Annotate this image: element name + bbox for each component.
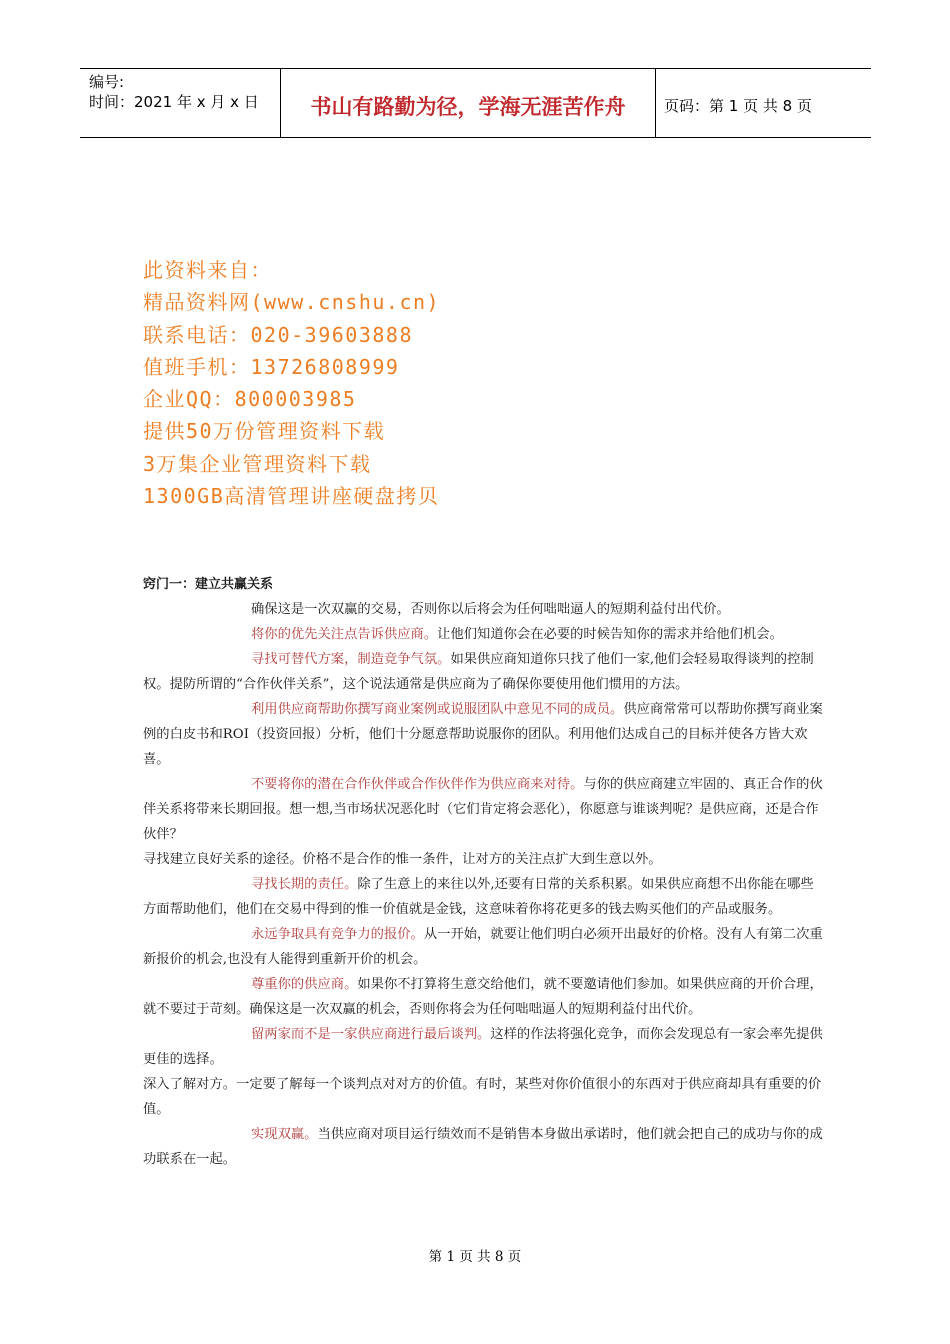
paragraph-list	[143, 597, 823, 1172]
paragraph-highlight: 实现双赢。	[251, 1127, 318, 1142]
paragraph	[143, 772, 823, 847]
promo-line: 企业QQ：800003985	[143, 387, 357, 412]
paragraph-highlight: 不要将你的潜在合作伙伴或合作伙伴作为供应商来对待。	[251, 777, 584, 792]
paragraph	[143, 872, 823, 922]
paragraph	[143, 622, 823, 647]
paragraph-text: 从一开始，就要让他们明白必须开出最好的价格。没有人有第二次重新报价的机会,也没有人能得到重新开价的机会。	[143, 927, 823, 967]
paragraph-text: 寻找建立良好关系的途径。价格不是合作的惟一条件，让对方的关注点扩大到生意以外。	[143, 852, 662, 867]
promo-line: 3万集企业管理资料下载	[143, 451, 372, 476]
paragraph-text: 供应商常常可以帮助你撰写商业案例的白皮书和ROI（投资回报）分析，他们十分愿意帮助说服你的团队。利用他们达成自己的目标并使各方皆大欢喜。	[143, 702, 823, 767]
paragraph	[143, 1072, 823, 1122]
paragraph-text: 与你的供应商建立牢固的、真正合作的伙伴关系将带来长期回报。想一想,当市场状况恶化时（它们肯定将会恶化），你愿意与谁谈判呢？是供应商，还是合作伙伴？	[143, 777, 823, 842]
promo-line: 精品资料网(www.cnshu.cn)	[143, 290, 441, 315]
header-page-cell	[656, 69, 871, 137]
paragraph	[143, 972, 823, 1022]
promo-line: 此资料来自：	[143, 258, 272, 282]
page-counter: 页码：第 1 页 共 8 页	[664, 97, 812, 115]
paragraph	[143, 597, 823, 622]
promo-line: 1300GB高清管理讲座硬盘拷贝	[143, 484, 440, 509]
document-date: 时间：2021 年 x 月 x 日	[89, 93, 259, 111]
paragraph-highlight: 尊重你的供应商。	[251, 977, 358, 992]
paragraph	[143, 647, 823, 697]
document-body	[143, 572, 823, 1172]
paragraph-highlight: 将你的优先关注点告诉供应商。	[251, 627, 438, 642]
paragraph-text: 确保这是一次双赢的交易，否则你以后将会为任何咄咄逼人的短期利益付出代价。	[251, 602, 730, 617]
page-footer: 第 1 页 共 8 页	[428, 1249, 522, 1265]
paragraph-highlight: 留两家而不是一家供应商进行最后谈判。	[251, 1027, 491, 1042]
motto: 书山有路勤为径，学海无涯苦作舟	[310, 95, 626, 119]
paragraph	[143, 922, 823, 972]
document-number: 编号:	[89, 73, 125, 91]
paragraph-text: 如果你不打算将生意交给他们，就不要邀请他们参加。如果供应商的开价合理，就不要过于苛刻。确保这是一次双赢的机会，否则你将会为任何咄咄逼人的短期利益付出代价。	[143, 977, 823, 1017]
paragraph	[143, 697, 823, 772]
paragraph	[143, 1022, 823, 1072]
paragraph	[143, 847, 823, 872]
header-motto-cell	[281, 69, 656, 137]
paragraph-highlight: 利用供应商帮助你撰写商业案例或说服团队中意见不同的成员。	[251, 702, 624, 717]
paragraph-text: 深入了解对方。一定要了解每一个谈判点对对方的价值。有时，某些对你价值很小的东西对于供应商却具有重要的价值。	[143, 1077, 822, 1117]
section-title: 窍门一：建立共赢关系	[143, 577, 274, 592]
paragraph-text: 让他们知道你会在必要的时候告知你的需求并给他们机会。	[437, 627, 783, 642]
paragraph-text: 这样的作法将强化竞争，而你会发现总有一家会率先提供更佳的选择。	[143, 1027, 823, 1067]
header-table	[80, 68, 871, 138]
paragraph-highlight: 寻找可替代方案，制造竞争气氛。	[251, 652, 451, 667]
promo-line: 提供50万份管理资料下载	[143, 419, 386, 444]
promo-line: 值班手机：13726808999	[143, 354, 400, 379]
header-meta-cell	[80, 69, 281, 137]
paragraph	[143, 1122, 823, 1172]
promo-block	[143, 254, 440, 512]
promo-line: 联系电话：020-39603888	[143, 322, 413, 347]
paragraph-text: 除了生意上的来往以外,还要有日常的关系积累。如果供应商想不出你能在哪些方面帮助他们，他们在交易中得到的惟一价值就是金钱，这意味着你将花更多的钱去购买他们的产品或服务。	[143, 877, 814, 917]
paragraph-text: 如果供应商知道你只找了他们一家,他们会轻易取得谈判的控制权。提防所谓的“合作伙伴关系”，这个说法通常是供应商为了确保你要使用他们惯用的方法。	[143, 652, 814, 692]
paragraph-highlight: 永远争取具有竞争力的报价。	[251, 927, 424, 942]
paragraph-highlight: 寻找长期的责任。	[251, 877, 358, 892]
paragraph-text: 当供应商对项目运行绩效而不是销售本身做出承诺时，他们就会把自己的成功与你的成功联系在一起。	[143, 1127, 823, 1167]
